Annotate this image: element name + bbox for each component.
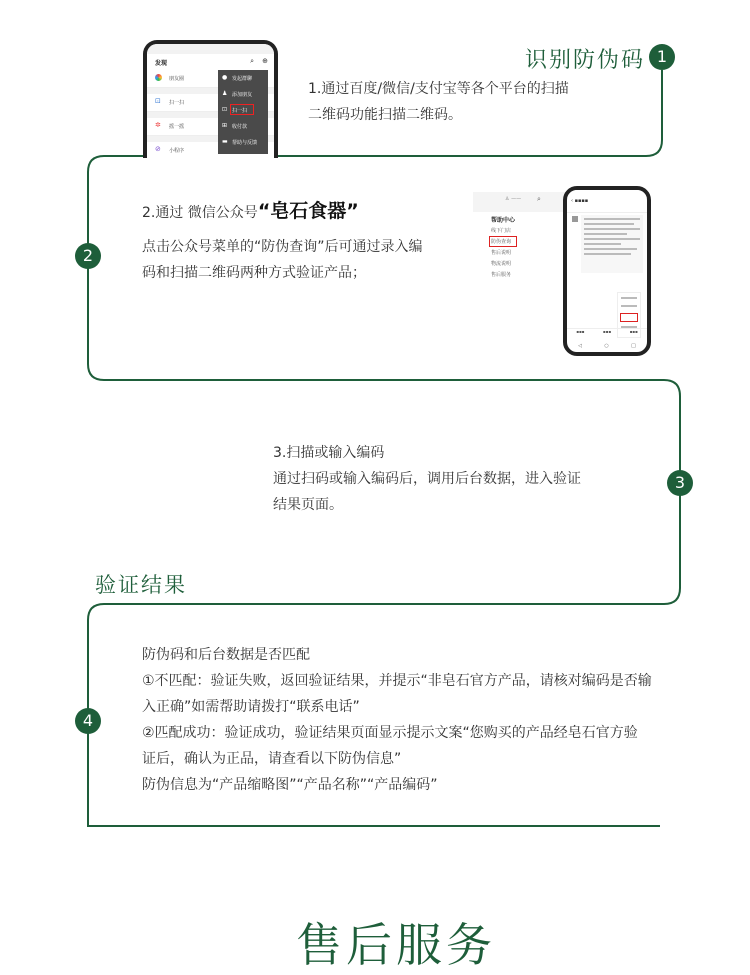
menu-item-scan[interactable] xyxy=(218,102,268,118)
avatar xyxy=(572,216,578,222)
chat-header: ‹ ▪▪▪▪ xyxy=(567,198,647,213)
step2-brand: “皂石食器” xyxy=(257,200,359,222)
official-account-menu-panel xyxy=(473,192,568,300)
menu-label: 帮助与反馈 xyxy=(232,140,258,146)
help-icon: ▬ xyxy=(222,138,228,145)
step2-number-badge: 2 xyxy=(75,243,101,269)
step1-line2: 二维码功能扫描二维码。 xyxy=(308,107,462,123)
android-nav-bar xyxy=(567,343,647,349)
phone1-tab: 发现 xyxy=(155,60,168,67)
result-title: 验证结果 xyxy=(95,569,191,599)
back-icon: ◁ xyxy=(578,343,583,349)
result-line6: 防伪信息为“产品缩略图”“产品名称”“产品编码” xyxy=(142,777,438,793)
step3-line3: 结果页面。 xyxy=(273,497,343,513)
add-icon: ⊕ xyxy=(262,57,268,65)
result-line1: 防伪码和后台数据是否匹配 xyxy=(142,647,310,663)
result-line3: 入正确”如需帮助请拨打“联系电话” xyxy=(142,699,360,715)
user-icon: ♙ —— xyxy=(505,196,522,202)
step3-line1: 3.扫描或输入编码 xyxy=(273,445,385,461)
panel2-item[interactable]: 线下门店 xyxy=(491,228,512,234)
step2-line2: 码和扫描二维码两种方式验证产品； xyxy=(142,265,366,281)
step3-number-badge: 3 xyxy=(667,470,693,496)
menu-item[interactable] xyxy=(218,134,268,150)
payment-icon: ⊞ xyxy=(222,122,228,129)
menu-item[interactable] xyxy=(218,70,268,86)
phone1-item-label: 摇一摇 xyxy=(169,124,185,130)
step2-title xyxy=(142,196,359,223)
phone1-item-label: 小程序 xyxy=(169,148,185,154)
step1-title: 识别防伪码 xyxy=(525,48,646,73)
search-icon: ⌕ xyxy=(250,57,254,65)
step2-title-prefix: 2.通过 微信公众号 xyxy=(142,205,258,221)
search-icon: ⌕ xyxy=(537,195,541,203)
phone-screenshot-2 xyxy=(563,186,651,356)
footer-title: 售后服务 xyxy=(296,918,496,972)
menu-label: 收付款 xyxy=(232,124,248,130)
chat-icon: ● xyxy=(222,74,228,81)
panel2-header: 帮助中心 xyxy=(491,217,516,224)
bottom-menu-bar: ▪▪▪ ▪▪▪ ▪▪▪ xyxy=(567,328,647,338)
panel2-item[interactable]: 物流说明 xyxy=(491,261,512,267)
home-icon: ○ xyxy=(604,343,609,349)
phone1-item-label: 朋友圈 xyxy=(169,76,185,82)
phone-screenshot-1 xyxy=(143,40,278,158)
menu-item[interactable] xyxy=(218,118,268,134)
scan-icon: ⊡ xyxy=(155,97,161,105)
step2-line1: 点击公众号菜单的“防伪查询”后可通过录入编 xyxy=(142,239,423,255)
scan-icon: ⊡ xyxy=(222,106,228,113)
step3-line2: 通过扫码或输入编码后，调用后台数据，进入验证 xyxy=(273,471,581,487)
shake-icon: ✲ xyxy=(155,121,161,129)
result-line2: ①不匹配：验证失败，返回验证结果，并提示“非皂石官方产品，请核对编码是否输 xyxy=(142,673,652,689)
miniprogram-icon: ⊘ xyxy=(155,145,161,153)
menu-label: 添加朋友 xyxy=(232,92,253,98)
add-friend-icon: ♟ xyxy=(222,90,228,97)
menu-item[interactable] xyxy=(218,86,268,102)
menu-label: 扫一扫 xyxy=(232,108,248,114)
step4-number-badge: 4 xyxy=(75,708,101,734)
recent-icon: □ xyxy=(631,343,636,349)
menu-label: 发起群聊 xyxy=(232,76,253,82)
result-line4: ②匹配成功：验证成功，验证结果页面显示提示文案“您购买的产品经皂石官方验 xyxy=(142,725,638,741)
message-bubble xyxy=(581,215,643,273)
phone1-item-label: 扫一扫 xyxy=(169,100,185,106)
moments-icon xyxy=(155,74,162,81)
dropdown-menu xyxy=(218,70,268,154)
result-line5: 证后，确认为正品，请查看以下防伪信息” xyxy=(142,751,402,767)
step1-line1: 1.通过百度/微信/支付宝等各个平台的扫描 xyxy=(308,81,569,97)
panel2-item[interactable]: 售后说明 xyxy=(491,250,512,256)
step1-number-badge: 1 xyxy=(649,44,675,70)
panel2-item-anticounterfeit[interactable]: 防伪查询 xyxy=(491,239,512,245)
panel2-item[interactable]: 售后服务 xyxy=(491,272,512,278)
